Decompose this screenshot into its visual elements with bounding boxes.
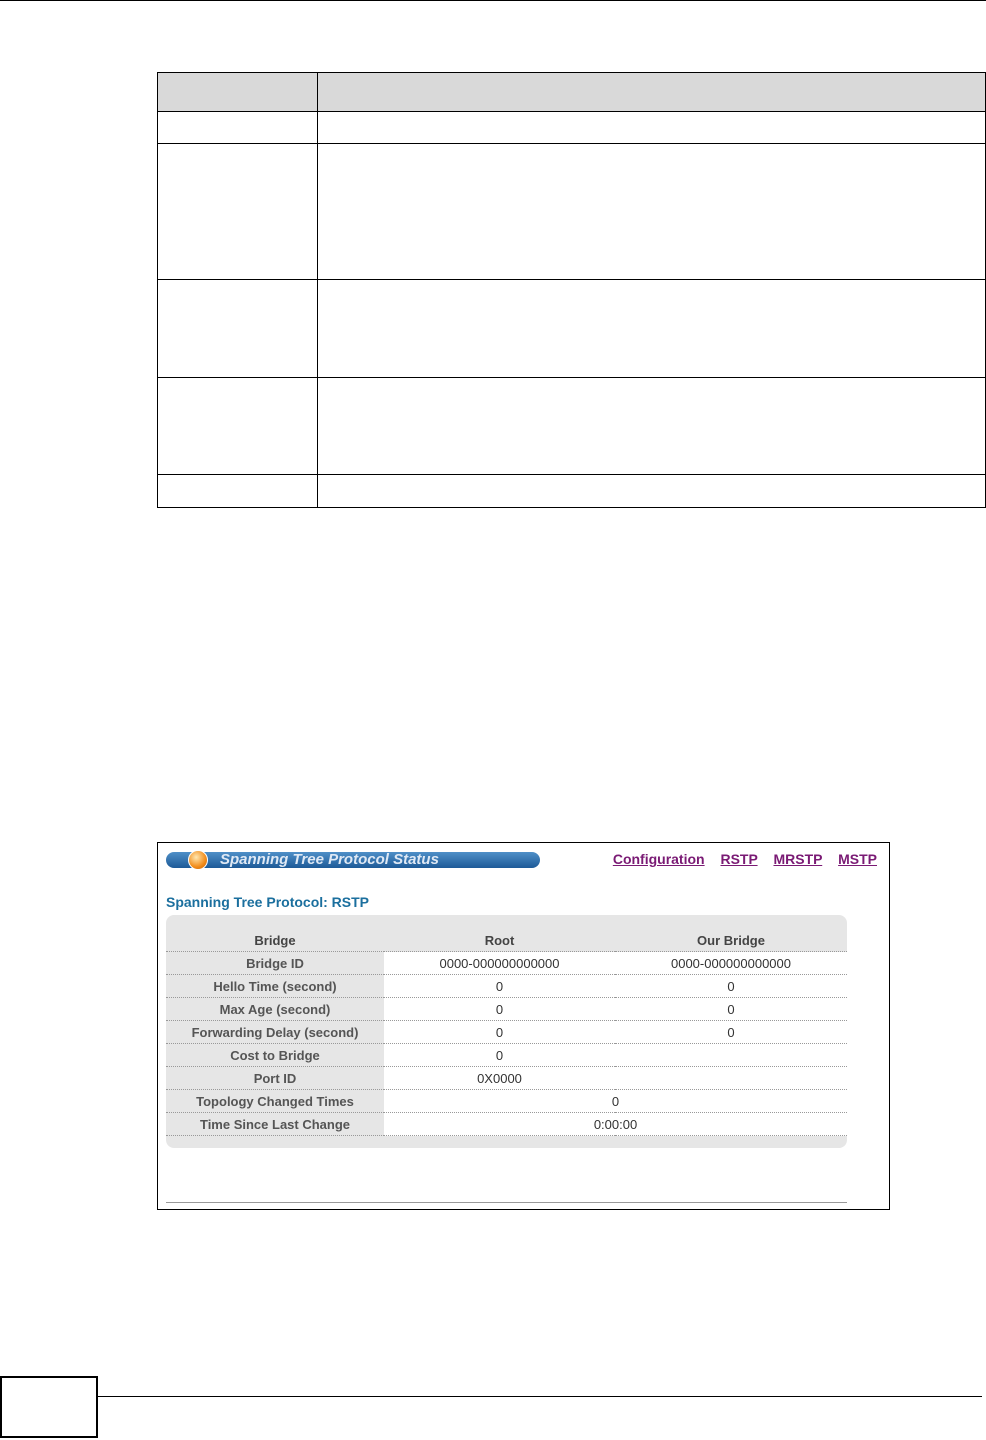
configuration-link[interactable]: Configuration	[612, 851, 705, 867]
protocol-heading: Spanning Tree Protocol: RSTP	[166, 894, 370, 910]
row-label: Max Age (second)	[166, 998, 384, 1021]
row-port-id	[166, 1067, 847, 1090]
table-header-row	[158, 73, 986, 112]
header-rule	[0, 0, 986, 1]
our-value	[615, 1067, 847, 1090]
our-value: 0	[615, 1021, 847, 1044]
row-max-age	[166, 998, 847, 1021]
row-time-since-change	[166, 1113, 847, 1136]
table-cell	[318, 378, 986, 475]
row-label: Time Since Last Change	[166, 1113, 384, 1136]
document-table	[157, 72, 986, 508]
table-cell	[158, 475, 318, 508]
table-cell	[158, 112, 318, 144]
row-forwarding-delay	[166, 1021, 847, 1044]
table-cell	[318, 112, 986, 144]
row-label: Bridge ID	[166, 952, 384, 975]
table-cell	[158, 73, 318, 112]
mrstp-link[interactable]: MRSTP	[773, 851, 823, 867]
rstp-link[interactable]: RSTP	[720, 851, 758, 867]
row-label: Topology Changed Times	[166, 1090, 384, 1113]
our-value	[615, 1044, 847, 1067]
page-number-box	[0, 1376, 98, 1438]
table-cell	[318, 73, 986, 112]
table-cell	[158, 378, 318, 475]
table-row	[158, 144, 986, 280]
table-row	[158, 378, 986, 475]
status-table-container	[166, 915, 847, 1148]
status-table	[166, 929, 847, 1136]
our-value: 0000-000000000000	[615, 952, 847, 975]
table-row	[158, 112, 986, 144]
header-root: Root	[384, 929, 615, 952]
row-label: Hello Time (second)	[166, 975, 384, 998]
title-bar	[166, 852, 540, 868]
root-value: 0	[384, 998, 615, 1021]
table-cell	[318, 475, 986, 508]
our-value: 0	[615, 998, 847, 1021]
row-topology-changed	[166, 1090, 847, 1113]
orange-ball-icon	[188, 850, 208, 870]
stp-status-screenshot	[157, 842, 890, 1210]
row-label: Port ID	[166, 1067, 384, 1090]
spanned-value: 0	[384, 1090, 847, 1113]
table-cell	[158, 144, 318, 280]
row-bridge-id	[166, 952, 847, 975]
nav-links	[601, 851, 877, 867]
our-value: 0	[615, 975, 847, 998]
table-cell	[158, 280, 318, 378]
row-hello-time	[166, 975, 847, 998]
table-cell	[318, 144, 986, 280]
table-cell	[318, 280, 986, 378]
root-value: 0	[384, 975, 615, 998]
table-row	[158, 475, 986, 508]
status-header-row	[166, 929, 847, 952]
root-value: 0X0000	[384, 1067, 615, 1090]
panel-divider	[166, 1202, 847, 1203]
row-label: Forwarding Delay (second)	[166, 1021, 384, 1044]
root-value: 0000-000000000000	[384, 952, 615, 975]
table-row	[158, 280, 986, 378]
panel-title: Spanning Tree Protocol Status	[220, 851, 439, 868]
spanned-value: 0:00:00	[384, 1113, 847, 1136]
mstp-link[interactable]: MSTP	[838, 851, 877, 867]
header-bridge: Bridge	[166, 929, 384, 952]
row-cost-to-bridge	[166, 1044, 847, 1067]
root-value: 0	[384, 1021, 615, 1044]
header-our-bridge: Our Bridge	[615, 929, 847, 952]
footer-rule	[98, 1396, 982, 1397]
root-value: 0	[384, 1044, 615, 1067]
row-label: Cost to Bridge	[166, 1044, 384, 1067]
